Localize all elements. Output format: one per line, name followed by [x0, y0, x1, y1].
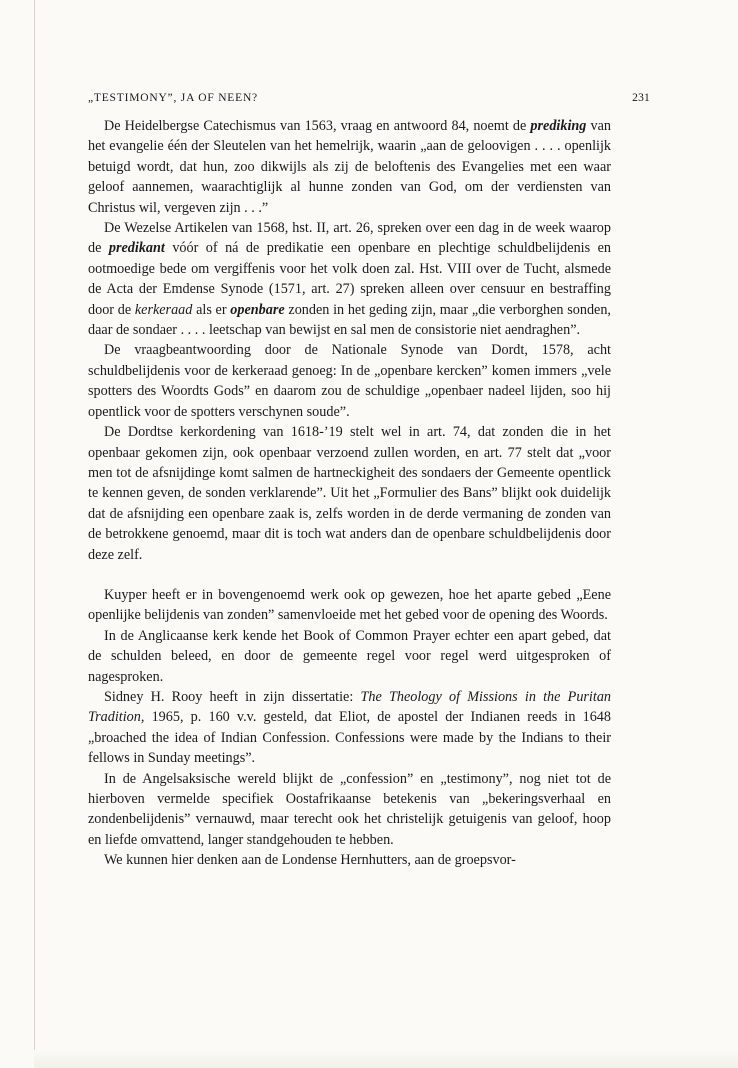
text-run: We kunnen hier denken aan de Londense Hernhutters, aan de groepsvor-: [104, 852, 516, 869]
paragraph: [88, 116, 611, 218]
emphasized-text: openbare: [230, 301, 285, 318]
text-run: vóór of ná de predikatie een openbare en plechtige schuldbelijdenis en ootmoedige bede om vergiffenis voor het volk doen zal. Hst. VIII over de Tucht, alsmede de Acta der Emdense Synode (1571, art. 27) spreken alleen over censuur en bestraffing door de: [88, 240, 611, 318]
page-bottom-shadow: [34, 1050, 738, 1068]
text-run: De Heidelbergse Catechismus van 1563, vraag en antwoord 84, noemt de: [104, 118, 531, 134]
paragraph: [88, 687, 611, 769]
body-text: [88, 116, 611, 871]
paragraph: [88, 585, 611, 626]
running-head: „TESTIMONY”, JA OF NEEN?: [88, 92, 258, 104]
paragraph: [88, 422, 611, 565]
page-number: 231: [632, 92, 650, 104]
paragraph: [88, 850, 611, 870]
emphasized-text: prediking: [530, 118, 587, 134]
text-run: De Dordtse kerkordening van 1618-’19 stelt wel in art. 74, dat zonden die in het openbaar gekomen zijn, ook openbaar verzoend zullen worden, en art. 77 stelt dat „voor men tot de afsnijdinge komt salmen de hartneckigheit des sondaers der Gemeente opentlick te kennen geven, de sonden verklarende”. Uit het „Formulier des Bans” blijkt ook duidelijk dat de afsnijding een openbare zaak is, zelfs worden in de derde vermaning de zonden van de betrokkene genoemd, maar dit is toch wat anders dan de openbare schuldbelijdenis door deze zelf.: [88, 424, 611, 563]
text-run: Sidney H. Rooy heeft in zijn dissertatie:: [104, 688, 361, 705]
page-header: [88, 92, 654, 108]
text-run: In de Anglicaanse kerk kende het Book of Common Prayer echter een apart gebed, dat de schulden beleed, en door de gemeente regel voor regel werd uitgesproken of nagesproken.: [88, 627, 611, 685]
paragraph: [88, 218, 611, 340]
text-run: In de Angelsaksische wereld blijkt de „confession” en „testimony”, nog niet tot de hierboven vermelde specifiek Oostafrikaanse betekenis van „bekeringsverhaal en zondenbelijdenis” vernauwd, maar terecht ook het christelijk getuigenis van geloof, hoop en liefde omvattend, langer standgehouden te hebben.: [88, 770, 611, 848]
text-run: Kuyper heeft er in bovengenoemd werk ook op gewezen, hoe het aparte gebed „Eene openlijke belijdenis van zonden” samenvloeide met het gebed voor de opening des Woords.: [88, 586, 611, 624]
text-run: als er: [192, 301, 231, 318]
text-run: 1965, p. 160 v.v. gesteld, dat Eliot, de apostel der Indianen reeds in 1648 „broached the idea of Indian Confession. Confessions were made by the Indians to their fellows in Sunday meetings”.: [88, 709, 611, 767]
paragraph: [88, 626, 611, 687]
emphasized-text: The Theology of Missions in the Puritan Tradition,: [88, 688, 612, 726]
paragraph: [88, 769, 611, 851]
page-edge-line: [34, 0, 35, 1068]
text-run: zonden in het geding zijn, maar „die verborghen sonden, daar de sondaer . . . . leetschap van bewijst en sal men de consistorie niet aendraghen”.: [88, 301, 611, 339]
emphasized-text: predikant: [108, 240, 165, 257]
text-run: van het evangelie één der Sleutelen van het hemelrijk, waarin „aan de geloovigen . . . . openlijk betuigd wordt, dat hun, zoo dikwijls als zij de beloftenis des Evangelies met een waar geloof aannemen, waarachtiglijk al hunne zonden van God, om der verdiensten van Christus wil, vergeven zijn . . .”: [88, 118, 611, 216]
paragraph: [88, 340, 611, 422]
text-run: De Wezelse Artikelen van 1568, hst. II, art. 26, spreken over een dag in de week waarop de: [88, 220, 611, 257]
emphasized-text: kerkeraad: [134, 301, 193, 318]
text-run: De vraagbeantwoording door de Nationale Synode van Dordt, 1578, acht schuldbelijdenis voor de kerkeraad genoeg: In de „openbare kercken” komen immers „vele spotters des Woordts Gods” en daarom zou de schuldige „openbaer nadeel lijden, soo hij opentlick voor de spotters verschynen soude”.: [88, 342, 611, 420]
